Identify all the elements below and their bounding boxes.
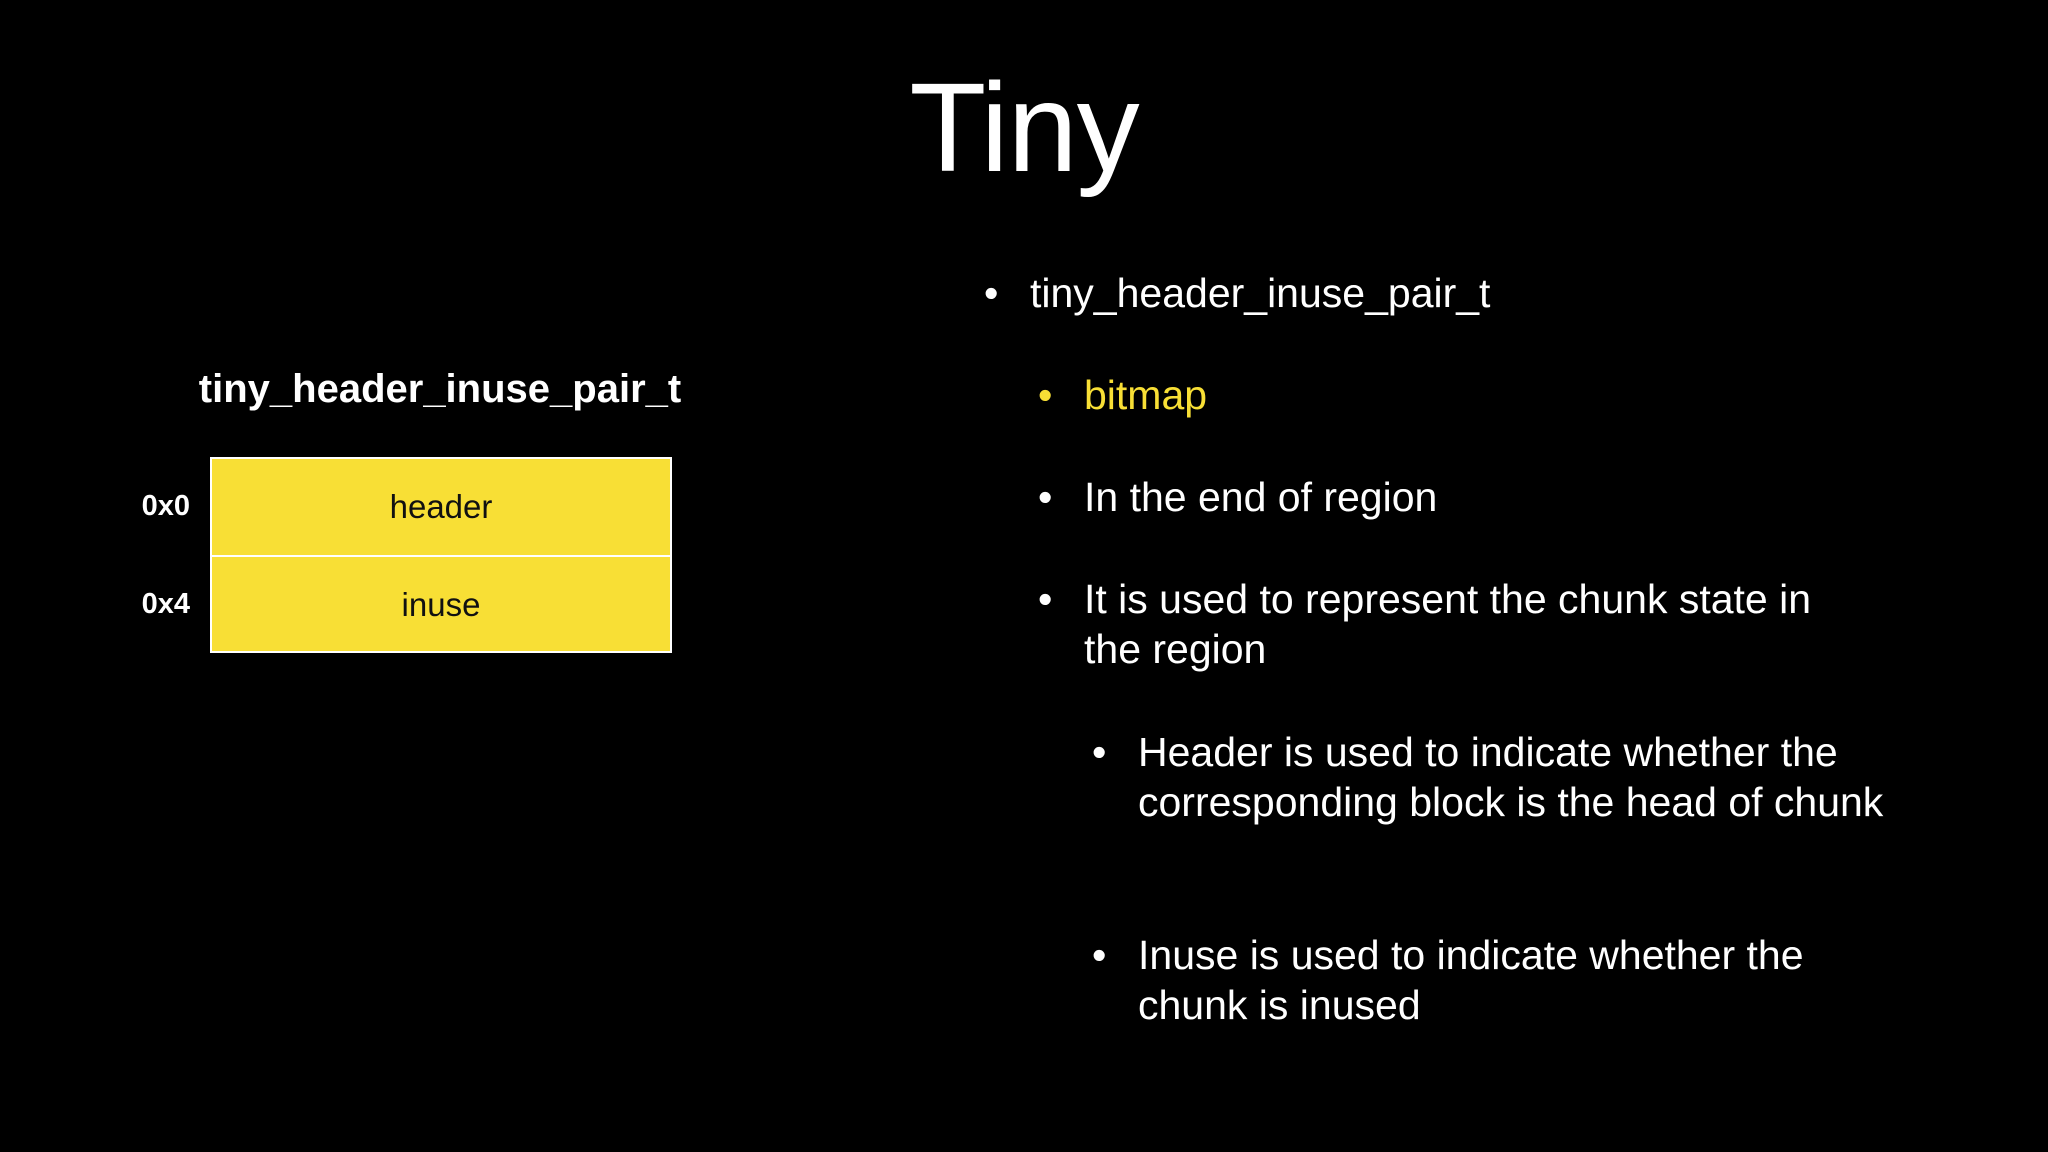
bullet-text: Header is used to indicate whether the corresponding block is the head of chunk [1138, 729, 1884, 825]
offset-label-0: 0x0 [141, 490, 190, 522]
bullet-text: It is used to represent the chunk state in the region [1084, 576, 1812, 672]
bullet-dot-icon: • [1092, 729, 1107, 775]
bullet-dot-icon: • [1038, 576, 1053, 622]
field-header: header [389, 488, 493, 525]
slide-title: Tiny [909, 57, 1139, 198]
struct-name-label: tiny_header_inuse_pair_t [198, 367, 682, 411]
bullet-dot-icon: • [1038, 372, 1053, 418]
bullet-text: In the end of region [1084, 474, 1438, 520]
struct-box [210, 457, 672, 653]
bullet-dot-icon: • [1092, 932, 1107, 978]
bullet-dot-icon: • [1038, 474, 1053, 520]
bullet-text: Inuse is used to indicate whether the chunk is inused [1138, 932, 1804, 1028]
bullet-text: tiny_header_inuse_pair_t [1030, 270, 1491, 316]
offset-label-1: 0x4 [141, 588, 190, 620]
field-inuse: inuse [212, 555, 670, 653]
bullet-text: bitmap [1084, 372, 1208, 418]
bullet-dot-icon: • [984, 270, 999, 316]
